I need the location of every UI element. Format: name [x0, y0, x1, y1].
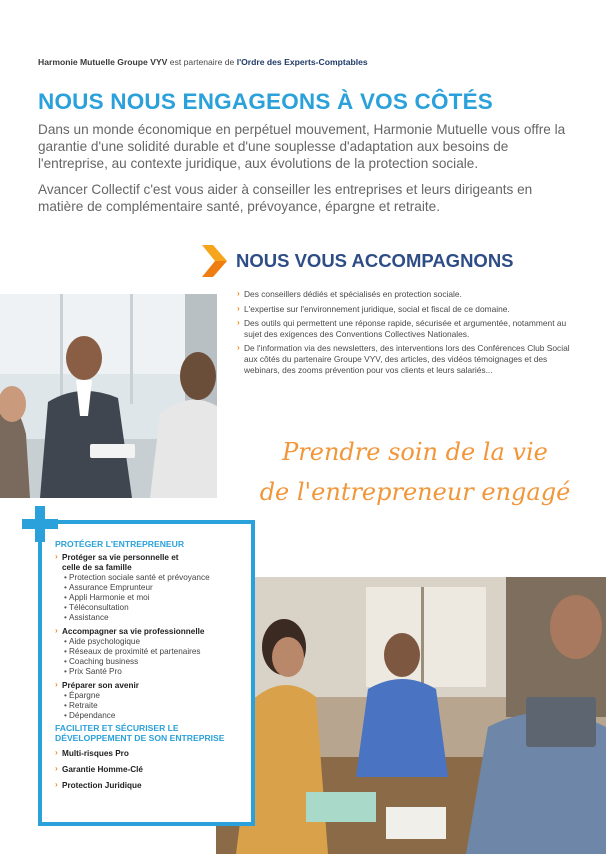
list-item: • Aide psychologique: [64, 637, 255, 647]
list-item: • Téléconsultation: [64, 603, 255, 613]
business-meeting-photo: [0, 294, 217, 498]
partner-name: Harmonie Mutuelle Groupe VYV: [38, 57, 168, 67]
chevron-right-icon: [200, 243, 230, 279]
dev-item: › Multi-risques Pro: [55, 749, 255, 759]
list-item: › Des outils qui permettent une réponse rapide, sécurisée et argumentée, notamment au sujet des exigences des Conventions Collectives Nationales.: [237, 318, 582, 339]
list-item: • Prix Santé Pro: [64, 667, 255, 677]
group-list: [55, 691, 255, 721]
group-title: › Préparer son avenir: [55, 681, 255, 691]
dev-item: › Protection Juridique: [55, 781, 255, 791]
partner-organization: l'Ordre des Experts-Comptables: [236, 57, 368, 67]
tagline-line-2: de l'entrepreneur engagé: [259, 478, 571, 506]
list-item: • Protection sociale santé et prévoyance: [64, 573, 255, 583]
dev-item: › Garantie Homme-Clé: [55, 765, 255, 775]
group-title: › Protéger sa vie personnelle et celle de sa famille: [55, 553, 180, 573]
list-item: • Coaching business: [64, 657, 255, 667]
tagline-line-1: Prendre soin de la vie: [282, 438, 548, 466]
section-title: PROTÉGER L'ENTREPRENEUR: [55, 539, 185, 549]
plus-icon: [22, 506, 58, 542]
list-item: • Épargne: [64, 691, 255, 701]
list-item: • Assurance Emprunteur: [64, 583, 255, 593]
offer-box: [55, 539, 255, 791]
list-item: • Assistance: [64, 613, 255, 623]
accompagnons-list: [237, 289, 582, 379]
list-item: › L'expertise sur l'environnement juridique, social et fiscal de ce domaine.: [237, 304, 582, 315]
intro-paragraph-2: Avancer Collectif c'est vous aider à conseiller les entreprises et leurs dirigeants en matière de complémentaire santé, prévoyance, épargne et retraite.: [38, 182, 533, 215]
accompagnons-title: NOUS VOUS ACCOMPAGNONS: [236, 250, 514, 271]
intro-paragraph: Dans un monde économique en perpétuel mouvement, Harmonie Mutuelle vous offre la garantie d'une solidité durable et d'une souplesse d'adaptation aux besoins de l'entreprise, au contexte juridique, aux évolutions de la protection sociale.: [38, 122, 566, 172]
list-item: • Réseaux de proximité et partenaires: [64, 647, 255, 657]
partner-line: [38, 57, 368, 67]
group-title: › Accompagner sa vie professionnelle: [55, 627, 255, 637]
team-meeting-photo: [216, 577, 606, 854]
partner-connector: est partenaire de: [167, 57, 237, 67]
list-item: • Retraite: [64, 701, 255, 711]
list-item: • Appli Harmonie et moi: [64, 593, 255, 603]
list-item: • Dépendance: [64, 711, 255, 721]
group-list: [55, 573, 255, 623]
list-item: › Des conseillers dédiés et spécialisés en protection sociale.: [237, 289, 582, 300]
section-title: FACILITER ET SÉCURISER LE DÉVELOPPEMENT DE SON ENTREPRISE: [55, 722, 225, 743]
list-item: › De l'information via des newsletters, des interventions lors des Conférences Club Social aux côtés du partenaire Groupe VYV, des articles, des vidéos témoignages et des webinars, des zooms prévention pour vos clients et leurs salariés...: [237, 343, 582, 375]
group-list: [55, 637, 255, 677]
page-title: NOUS NOUS ENGAGEONS À VOS CÔTÉS: [38, 89, 494, 114]
tagline: [240, 432, 590, 512]
